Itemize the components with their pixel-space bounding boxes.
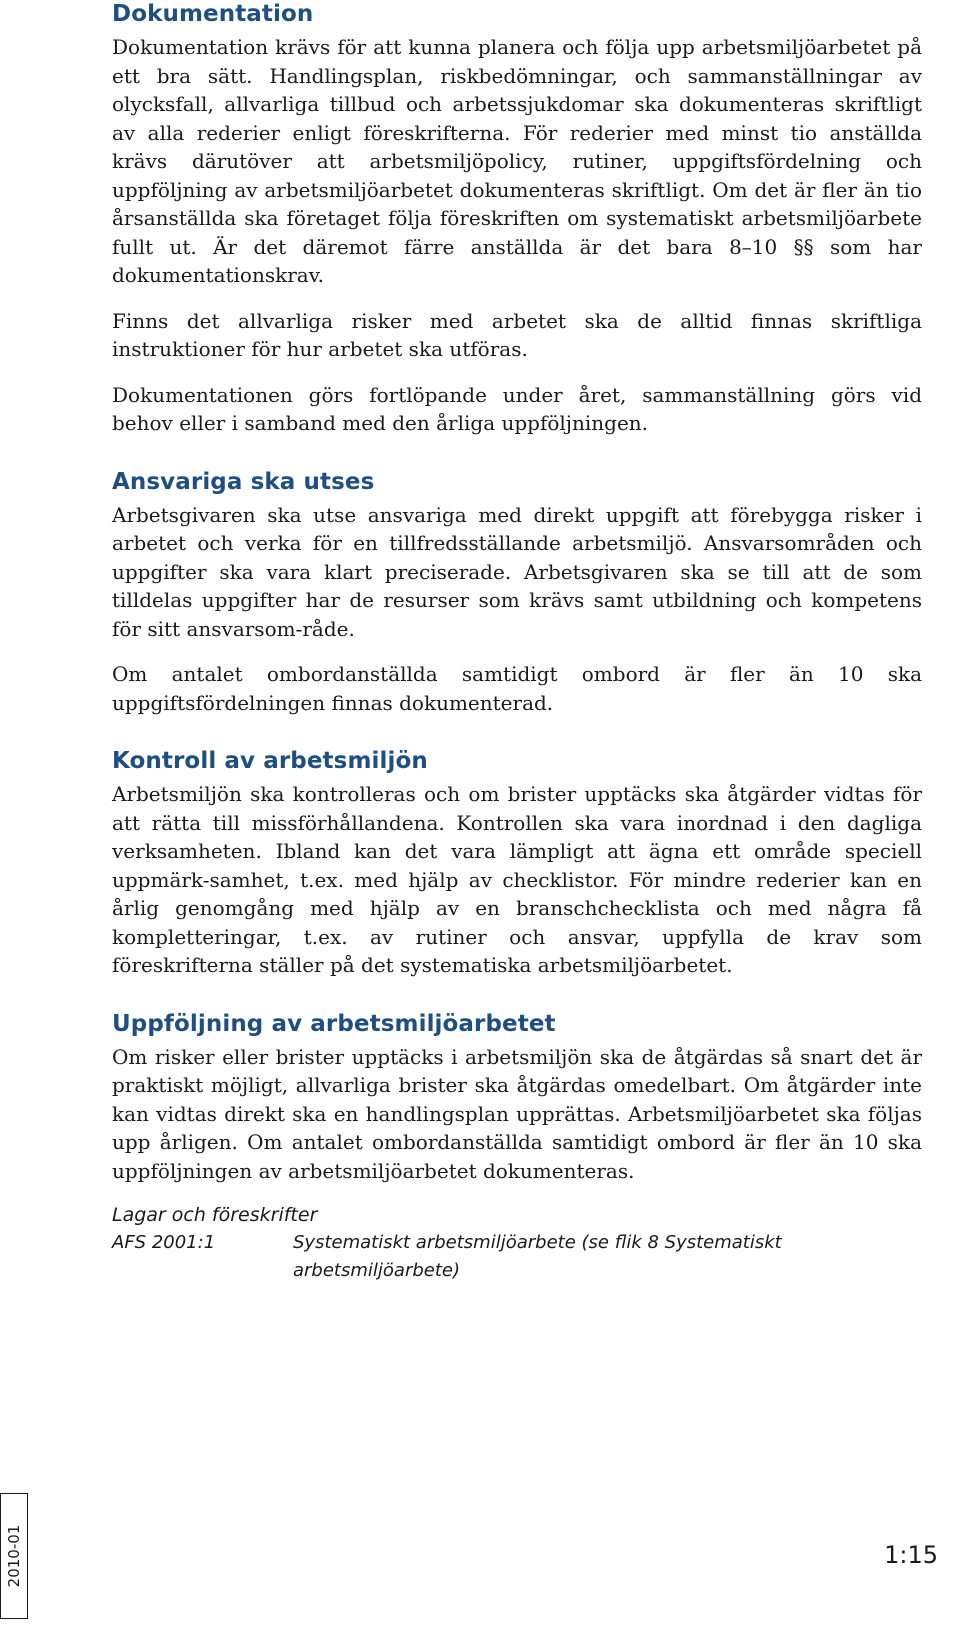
section-heading-dokumentation: Dokumentation <box>112 1 314 27</box>
paragraph: Arbetsmiljön ska kontrolleras och om brister upptäcks ska åtgärder vidtas för att rätta till missförhållandena. Kontrollen ska vara inordnad i den dagliga verksamheten. Ibland kan det vara lämpligt att ägna ett område speciell uppmärk-samhet, t.ex. med hjälp av checklistor. För mindre rederier kan en årlig genomgång med hjälp av en branschchecklista och med några få kompletteringar, t.ex. av rutiner och ansvar, uppfylla de krav som föreskrifterna ställer på det systematiska arbetsmiljöarbetet. <box>112 782 922 977</box>
page-content <box>112 0 960 1285</box>
law-entry <box>112 1229 960 1285</box>
law-description: Systematiskt arbetsmiljöarbete (se flik 8 Systematiskt arbetsmiljöarbete) <box>293 1232 782 1281</box>
section-heading-kontroll: Kontroll av arbetsmiljön <box>112 748 428 774</box>
section-heading-ansvariga: Ansvariga ska utses <box>112 468 375 495</box>
edition-stamp <box>0 1493 28 1619</box>
edition-label: 2010-01 <box>5 1524 23 1588</box>
paragraph: Finns det allvarliga risker med arbetet ska de alltid finnas skriftliga instruktioner för hur arbetet ska utföras. <box>112 308 922 361</box>
paragraph: Dokumentation krävs för att kunna planera och följa upp arbetsmiljöarbetet på ett bra sätt. Handlingsplan, riskbedömningar, och sammanställningar av olycksfall, allvarliga tillbud och arbetssjukdomar ska dokumenteras skriftligt av alla rederier enligt föreskrifterna. För rederier med minst tio anställda krävs därutöver att arbetsmiljöpolicy, rutiner, uppgiftsfördelning och uppföljning av arbetsmiljöarbetet dokumenteras skriftligt. Om det är fler än tio årsanställda ska företaget följa föreskriften om systematiskt arbetsmiljöarbete fullt ut. Är det däremot färre anställda är det bara 8–10 §§ som har dokumentationskrav. <box>112 35 922 287</box>
section-heading-uppfoljning: Uppföljning av arbetsmiljöarbetet <box>112 1010 556 1037</box>
laws-title: Lagar och föreskrifter <box>112 1204 318 1226</box>
paragraph: Om antalet ombordanställda samtidigt ombord är fler än 10 ska uppgiftsfördelningen finnas dokumenterad. <box>112 662 922 715</box>
law-code: AFS 2001:1 <box>112 1232 216 1253</box>
paragraph: Arbetsgivaren ska utse ansvariga med direkt uppgift att förebygga risker i arbetet och verka för en tillfredsställande arbetsmiljö. Ansvarsområden och uppgifter ska vara klart preciserade. Arbetsgivaren ska se till att de som tilldelas uppgifter har de resurser som krävs samt utbildning och kompetens för sitt ansvarsom-råde. <box>112 502 922 641</box>
paragraph: Dokumentationen görs fortlöpande under året, sammanställning görs vid behov eller i samband med den årliga uppföljningen. <box>112 382 922 435</box>
page-number: 1:15 <box>884 1541 938 1569</box>
paragraph: Om risker eller brister upptäcks i arbetsmiljön ska de åtgärdas så snart det är praktiskt möjligt, allvarliga brister ska åtgärdas omedelbart. Om åtgärder inte kan vidtas direkt ska en handlingsplan upprättas. Arbetsmiljöarbetet ska följas upp årligen. Om antalet ombordanställda samtidigt ombord är fler än 10 ska uppföljningen av arbetsmiljöarbetet dokumenteras. <box>112 1044 922 1183</box>
